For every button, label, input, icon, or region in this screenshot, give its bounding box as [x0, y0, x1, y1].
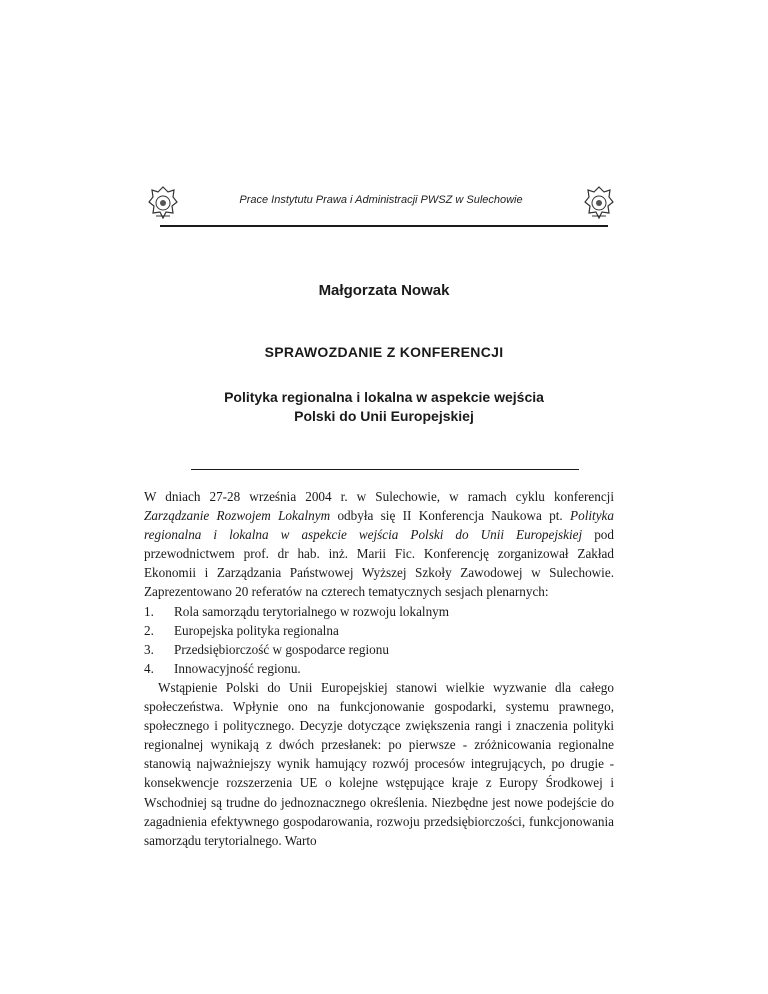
series-name: Zarządzanie Rozwojem Lokalnym — [144, 508, 331, 524]
intro-paragraph — [144, 487, 614, 602]
author-name: Małgorzata Nowak — [318, 282, 450, 299]
session-list — [144, 602, 614, 678]
text-run: odbyła się II Konferencja Naukowa pt. — [330, 508, 571, 524]
conference-name: Polityka regionalna i lokalna w aspekcie wejścia Polski do Unii Europejskiej — [144, 508, 614, 543]
title-divider — [191, 469, 579, 470]
list-item — [144, 659, 614, 678]
list-text: Rola samorządu terytorialnego w rozwoju lokalnym — [174, 603, 450, 619]
list-number: 3. — [144, 641, 154, 657]
list-text: Innowacyjność regionu. — [174, 660, 301, 676]
header-divider — [160, 225, 608, 227]
list-number: 1. — [144, 603, 154, 619]
conference-title-line: Polski do Unii Europejskiej — [294, 408, 474, 424]
list-text: Przedsiębiorczość w gospodarce regionu — [174, 641, 389, 657]
running-title: Prace Instytutu Prawa i Administracji PWSZ w Sulechowie — [239, 194, 523, 206]
text-run: pod przewodnictwem prof. dr hab. inż. Marii Fic. Konferencję zorganizował Zakład Ekonomii i Zarządzania Państwowej Wyższej Szkoły Zawodowej w Sulechowie. Zaprezentowano 20 referatów na czterech tematycznych sesjach plenarnych: — [144, 527, 614, 600]
report-title: SPRAWOZDANIE Z KONFERENCJI — [264, 344, 504, 360]
list-number: 4. — [144, 660, 154, 676]
conference-title — [0, 388, 768, 426]
body-paragraph: Wstąpienie Polski do Unii Europejskiej stanowi wielkie wyzwanie dla całego społeczeństwa. Wpłynie ono na funkcjonowanie gospodarki, systemu prawnego, społecznego i politycznego. Decyzje dotyczące zwiększenia rangi i znaczenia polityki regionalnej wynikają z dwóch przesłanek: po pierwsze - zróżnicowania regionalne stanowią najważniejszy wynik hamujący rozwój procesów integrujących, po drugie - konsekwencje rozszerzenia UE o kolejne wstępujące kraje z Europy Środkowej i Wschodniej są trudne do jednoznacznego określenia. Niezbędne jest nowe podejście do zagadnienia efektywnego gospodarowania, rozwoju przedsiębiorczości, funkcjonowania samorządu terytorialnego. Warto — [144, 679, 614, 848]
article-body — [144, 487, 614, 850]
institute-emblem-icon — [582, 184, 616, 222]
running-header — [146, 182, 616, 228]
list-item — [144, 602, 614, 621]
list-text: Europejska polityka regionalna — [174, 622, 339, 638]
list-number: 2. — [144, 622, 154, 638]
list-item — [144, 640, 614, 659]
list-item — [144, 621, 614, 640]
text-run: W dniach 27-28 września 2004 r. w Sulechowie, w ramach cyklu konferencji — [144, 489, 614, 504]
conference-title-line: Polityka regionalna i lokalna w aspekcie wejścia — [224, 389, 544, 405]
